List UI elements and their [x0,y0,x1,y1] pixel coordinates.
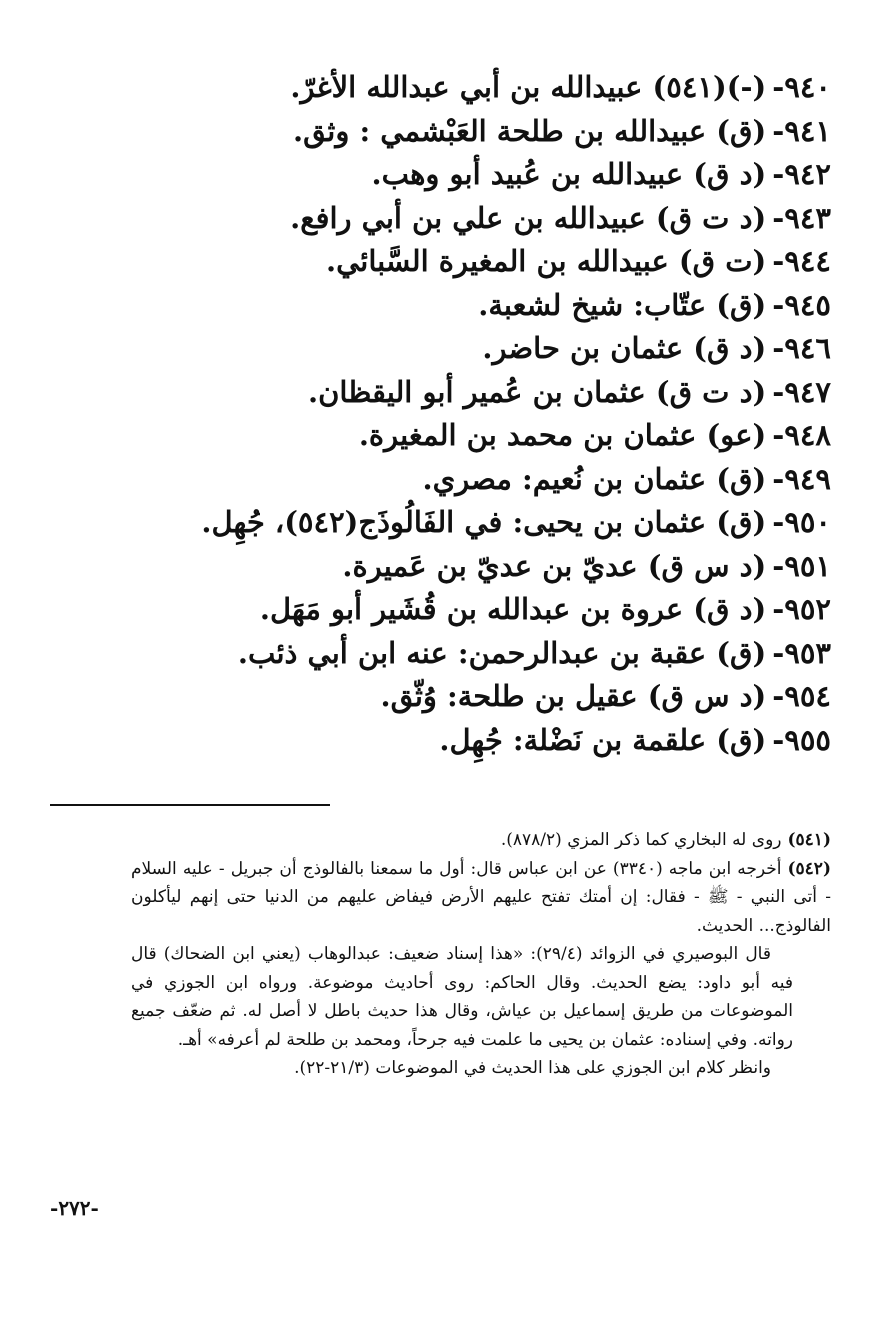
entry-text: (د ق) عثمان بن حاضر. [482,331,767,365]
entry-number: ٩٤٨- [772,418,831,452]
entry-number: ٩٤٢- [772,157,831,191]
entry-text: (د ت ق) عثمان بن عُمير أبو اليقظان. [308,374,767,409]
entry-944 [31,240,831,284]
entry-949 [31,458,831,502]
entry-text: (عو) عثمان بن محمد بن المغيرة. [358,418,767,452]
entry-954 [31,675,831,719]
entry-number: ٩٥٥- [772,722,831,757]
entry-940 [31,66,831,110]
narrator-entries [31,66,831,762]
entry-number: ٩٤٥- [772,287,831,322]
entry-951 [31,545,831,589]
entry-953 [31,632,831,676]
entry-948 [31,414,831,458]
entry-number: ٩٤٩- [772,461,831,496]
entry-number: ٩٤٤- [772,244,831,278]
entry-950 [31,501,831,545]
footnote-542-see-also: وانظر كلام ابن الجوزي على هذا الحديث في الموضوعات (٢١/٣-٢٢). [294,1058,771,1078]
footnote-divider [50,804,330,806]
entry-943 [31,197,831,241]
footnote-542-busiri: قال البوصيري في الزوائد (٢٩/٤): «هذا إسناد ضعيف: عبدالوهاب (يعني ابن الضحاك) قال فيه أبو داود: يضع الحديث. وقال الحاكم: روى أحاديث موضوعة. ورواه ابن الجوزي في الموضوعات من طريق إسماعيل بن عياش، وقال هذا حديث باطل لا أصل له. ثم ضعّف جميع رواته. وفي إسناده: عثمان بن يحيى ما علمت فيه جرحاً، ومحمد بن طلحة لم أعرفه» أهـ. [131,944,793,1050]
footnote-text: أخرجه ابن ماجه (٣٣٤٠) عن ابن عباس قال: أول ما سمعنا بالفالوذج أن جبريل - عليه السلام - أتى النبي - ﷺ - فقال: إن أمتك تفتح عليهم الأرض فيفاض عليهم من الدنيا حتى إنهم ليأكلون الفالوذج... الحديث. [131,858,831,936]
entry-945 [31,284,831,328]
entry-number: ٩٤٠- [772,70,831,104]
footnote-number: (٥٤٢) [787,858,831,879]
page-number: -٢٧٢- [50,1196,99,1220]
entry-946 [31,327,831,371]
entry-text: (ق) عثمان بن نُعيم: مصري. [422,461,767,496]
entry-number: ٩٤٧- [772,374,831,409]
entry-number: ٩٤١- [772,113,831,148]
entry-text: (ق) عثمان بن يحيى: في الفَالُوذَج(٥٤٢)، جُهِل. [201,505,767,539]
entry-text: (ق) علقمة بن نَضْلة: جُهِل. [439,722,767,757]
entry-955 [31,719,831,763]
footnote-541 [131,826,831,855]
entry-942 [31,153,831,197]
entry-text: (د س ق) عقيل بن طلحة: وُثّق. [380,679,767,713]
entry-text: (ق) عتّاب: شيخ لشعبة. [478,287,767,322]
footnote-542 [131,855,831,941]
entry-text: (د ت ق) عبيدالله بن علي بن أبي رافع. [290,200,767,235]
entry-text: (ق) عقبة بن عبدالرحمن: عنه ابن أبي ذئب. [237,635,767,670]
entry-947 [31,371,831,415]
entry-text: (د ق) عبيدالله بن عُبيد أبو وهب. [371,157,767,191]
entry-number: ٩٤٦- [772,331,831,365]
entry-number: ٩٥٢- [772,592,831,626]
entry-text: (ق) عبيدالله بن طلحة العَبْشمي : وثق. [293,113,767,148]
entry-text: (-)(٥٤١) عبيدالله بن أبي عبدالله الأغرّ. [290,70,767,104]
entry-952 [31,588,831,632]
entry-number: ٩٥٠- [772,505,831,539]
footnote-number: (٥٤١) [787,830,831,850]
entry-text: (ت ق) عبيدالله بن المغيرة السَّبائي. [325,244,767,278]
entry-number: ٩٥٤- [772,679,831,713]
footnotes [131,826,831,1083]
entry-number: ٩٥٣- [772,635,831,670]
entry-941 [31,110,831,154]
entry-text: (د س ق) عديّ بن عديّ بن عَميرة. [342,548,767,583]
entry-number: ٩٤٣- [772,200,831,235]
entry-text: (د ق) عروة بن عبدالله بن قُشَير أبو مَهَل. [259,592,767,626]
footnote-text: روى له البخاري كما ذكر المزي (٨٧٨/٢). [500,830,782,850]
entry-number: ٩٥١- [772,548,831,583]
